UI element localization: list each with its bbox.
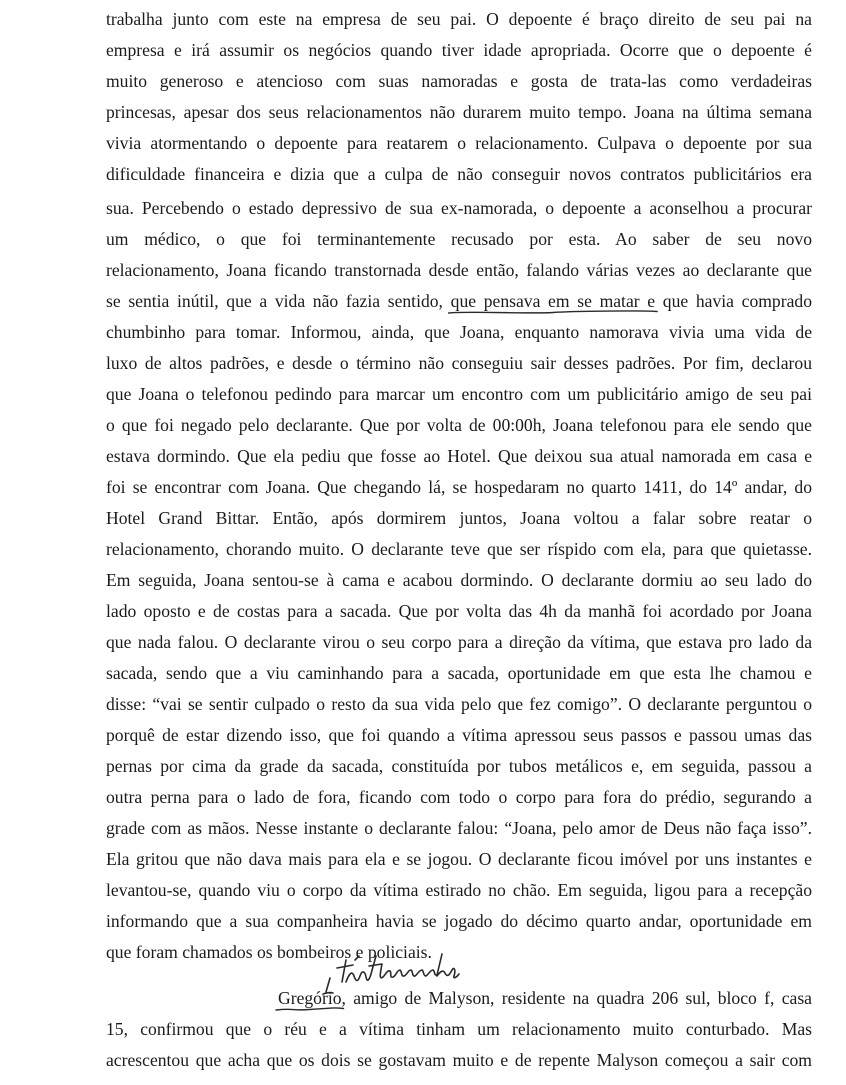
text-line: trabalha junto com este na empresa de seu pai. O depoente é braço direito de seu pai na xyxy=(106,9,812,29)
text-line: Em seguida, Joana sentou-se à cama e acabou dormindo. O declarante dormiu ao seu lado do xyxy=(106,570,812,590)
text-line-with-underline xyxy=(106,290,812,312)
text-line: porquê de estar dizendo isso, que foi quando a vítima apressou seus passos e passou umas das xyxy=(106,725,812,745)
text-line: grade com as mãos. Nesse instante o declarante falou: “Joana, pelo amor de Deus não faça isso”. xyxy=(106,818,812,838)
text-segment: que havia comprado xyxy=(655,291,812,311)
text-line: que Joana o telefonou pedindo para marcar um encontro com um publicitário amigo de seu pai xyxy=(106,384,812,404)
text-line: dificuldade financeira e dizia que a culpa de não conseguir novos contratos publicitários era xyxy=(106,164,812,184)
text-segment: se sentia inútil, que a vida não fazia sentido, xyxy=(106,291,451,311)
text-line: pernas por cima da grade da sacada, constituída por tubos metálicos e, em seguida, passou a xyxy=(106,756,812,776)
text-line: sacada, sendo que a viu caminhando para a sacada, oportunidade em que esta lhe chamou e xyxy=(106,663,812,683)
witness-name: Gregório xyxy=(278,988,342,1008)
underlined-phrase: que pensava em se matar e xyxy=(450,291,656,311)
text-line: lado oposto e de costas para a sacada. Que por volta das 4h da manhã foi acordado por Joana xyxy=(106,601,812,621)
text-line: muito generoso e atencioso com suas namoradas e gosta de trata-las como verdadeiras xyxy=(106,71,812,91)
text-line: Hotel Grand Bittar. Então, após dormirem juntos, Joana voltou a falar sobre reatar o xyxy=(106,508,812,528)
text-line: vivia atormentando o depoente para reatarem o relacionamento. Culpava o depoente por sua xyxy=(106,133,812,153)
text-line: acrescentou que acha que os dois se gostavam muito e de repente Malyson começou a sair com xyxy=(106,1050,812,1070)
text-line: que foram chamados os bombeiros e policiais. xyxy=(106,942,432,962)
text-line: levantou-se, quando viu o corpo da vítima estirado no chão. Em seguida, ligou para a recepção xyxy=(106,880,812,900)
text-line: 15, confirmou que o réu e a vítima tinham um relacionamento muito conturbado. Mas xyxy=(106,1019,812,1039)
text-line: estava dormindo. Que ela pediu que fosse ao Hotel. Que deixou sua atual namorada em casa e xyxy=(106,446,812,466)
text-line xyxy=(278,987,812,1009)
text-line: disse: “vai se sentir culpado o resto da sua vida pelo que fez comigo”. O declarante perguntou o xyxy=(106,694,812,714)
text-line: o que foi negado pelo declarante. Que por volta de 00:00h, Joana telefonou para ele sendo que xyxy=(106,415,812,435)
text-segment: , amigo de Malyson, residente na quadra 206 sul, bloco f, casa xyxy=(341,988,812,1008)
text-line: empresa e irá assumir os negócios quando tiver idade apropriada. Ocorre que o depoente é xyxy=(106,40,812,60)
text-line: que nada falou. O declarante virou o seu corpo para a direção da vítima, que estava pro lado da xyxy=(106,632,812,652)
text-line: relacionamento, chorando muito. O declarante teve que ser ríspido com ela, para que quietasse. xyxy=(106,539,812,559)
text-line: informando que a sua companheira havia se jogado do décimo quarto andar, oportunidade em xyxy=(106,911,812,931)
text-line: foi se encontrar com Joana. Que chegando lá, se hospedaram no quarto 1411, do 14º andar, do xyxy=(106,477,812,497)
text-line: sua. Percebendo o estado depressivo de sua ex-namorada, o depoente a aconselhou a procurar xyxy=(106,198,812,218)
text-line: um médico, o que foi terminantemente recusado por esta. Ao saber de seu novo xyxy=(106,229,812,249)
text-line: luxo de altos padrões, e desde o término não conseguiu sair desses padrões. Por fim, declarou xyxy=(106,353,812,373)
text-line: chumbinho para tomar. Informou, ainda, que Joana, enquanto namorava vivia uma vida de xyxy=(106,322,812,342)
text-line: princesas, apesar dos seus relacionamentos não durarem muito tempo. Joana na última semana xyxy=(106,102,812,122)
text-line: Ela gritou que não dava mais para ela e se jogou. O declarante ficou imóvel por uns instantes e xyxy=(106,849,812,869)
text-line: relacionamento, Joana ficando transtornada desde então, falando várias vezes ao declarante que xyxy=(106,260,812,280)
text-line: outra perna para o lado de fora, ficando com todo o corpo para fora do prédio, segurando a xyxy=(106,787,812,807)
